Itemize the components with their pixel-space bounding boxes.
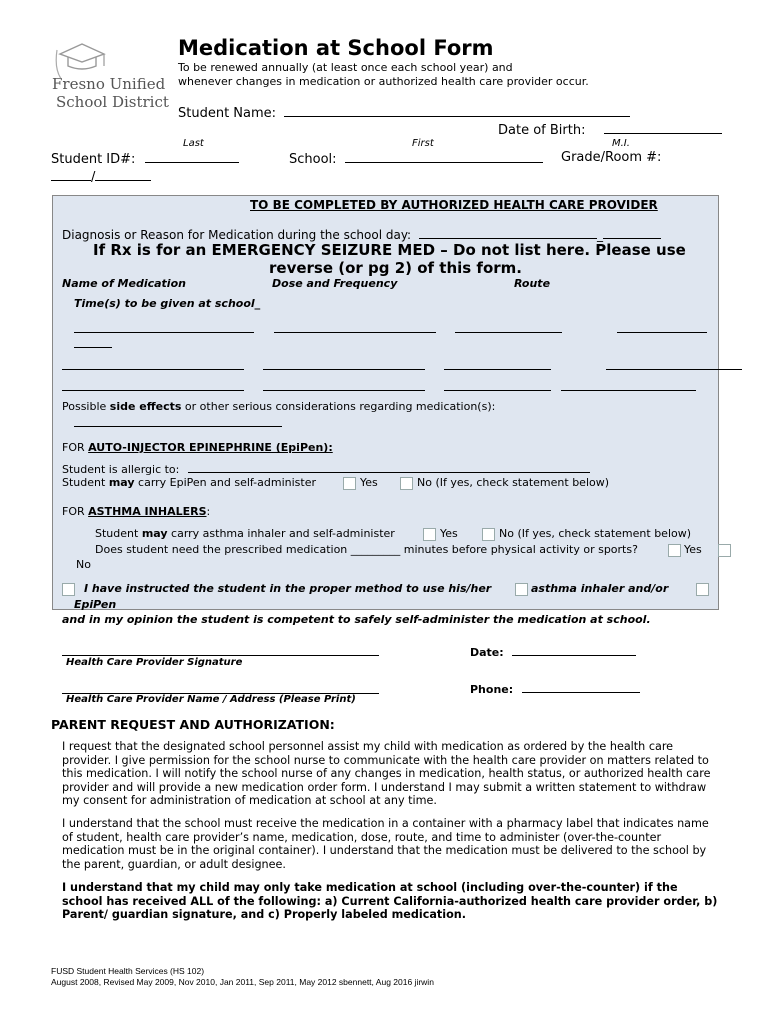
asthma-yes-checkbox[interactable] (423, 528, 436, 541)
provider-name-address-field[interactable] (62, 681, 379, 694)
med-dose-field[interactable] (263, 378, 425, 391)
provider-name-address-label: Health Care Provider Name / Address (Please Print) (66, 694, 356, 705)
subtitle-line2: whenever changes in medication or authorized health care provider occur. (178, 75, 589, 88)
date-label: Date: (470, 643, 636, 659)
allergic-label: Student is allergic to: (62, 460, 590, 476)
asthma-yes-label: Yes (440, 527, 458, 540)
allergic-field[interactable] (188, 460, 590, 473)
student-name-field[interactable] (284, 104, 630, 117)
footer-line1: FUSD Student Health Services (HS 102) (51, 966, 205, 976)
side-effects-label: Possible side effects or other serious considerations regarding medication(s): (62, 400, 496, 413)
epipen-label: EpiPen (74, 598, 117, 611)
competent-statement: and in my opinion the student is competent to safely self-administer the medication at school. (62, 613, 651, 626)
side-effects-field[interactable] (74, 414, 282, 427)
med-route-field[interactable] (455, 320, 562, 333)
med-dose-field[interactable] (274, 320, 436, 333)
med-time-field[interactable] (561, 378, 696, 391)
instructed-label: I have instructed the student in the proper method to use his/her (84, 582, 492, 595)
col-times: Time(s) to be given at school_ (74, 297, 261, 310)
epipen-checkbox[interactable] (696, 583, 709, 596)
asthma-no-label: No (If yes, check statement below) (499, 527, 692, 540)
prescribed-yes-label: Yes (684, 543, 702, 556)
col-dose-frequency: Dose and Frequency (272, 277, 398, 290)
district-logo (44, 40, 169, 115)
seizure-warning-line2: reverse (or pg 2) of this form. (269, 259, 522, 277)
provider-signature-field[interactable] (62, 643, 379, 656)
parent-para-3: I understand that my child may only take medication at school (including over-the-counter) if the school has received ALL of the following: a) Current California-authorized health care provider order, b) Parent/ guardian signature, and c) Properly labeled medication. (62, 881, 718, 921)
med-route-field[interactable] (444, 357, 551, 370)
page-title: Medication at School Form (178, 36, 494, 60)
med-time-field[interactable] (617, 320, 707, 333)
asthma-no-checkbox[interactable] (482, 528, 495, 541)
epipen-yes-label: Yes (360, 476, 378, 489)
school-label: School: (289, 150, 543, 167)
med-time-field[interactable] (606, 357, 742, 370)
first-label: First (412, 138, 434, 149)
epipen-yes-checkbox[interactable] (343, 477, 356, 490)
provider-section-heading: TO BE COMPLETED BY AUTHORIZED HEALTH CARE PROVIDER (250, 198, 658, 212)
mi-label: M.I. (612, 138, 630, 149)
student-id-field[interactable] (145, 150, 239, 163)
graduation-cap-icon (54, 40, 114, 78)
epipen-no-label: No (If yes, check statement below) (417, 476, 610, 489)
parent-para-2: I understand that the school must receive the medication in a container with a pharmacy label that indicates name of student, health care provider’s name, medication, dose, route, and time to administer (over-the-counter medication must be in the original container). I understand that the medication must be delivered to the school by the parent, guardian, or adult designee. (62, 817, 709, 871)
col-route: Route (514, 277, 551, 290)
subtitle-line1: To be renewed annually (at least once each school year) and (178, 61, 513, 74)
footer-line2: August 2008, Revised May 2009, Nov 2010, Jan 2011, Sep 2011, May 2012 sbennett, Aug 2016 jirwin (51, 977, 434, 987)
med-name-field[interactable] (62, 357, 244, 370)
asthma-self-admin-label: Student may carry asthma inhaler and self-administer (95, 527, 395, 540)
dob-field[interactable] (604, 121, 722, 134)
provider-signature-label: Health Care Provider Signature (66, 657, 243, 668)
parent-section-heading: PARENT REQUEST AND AUTHORIZATION: (51, 717, 335, 732)
school-field[interactable] (345, 150, 543, 163)
grade-room-field[interactable]: / (51, 168, 151, 185)
epipen-self-admin-label: Student may carry EpiPen and self-administer (62, 476, 316, 489)
asthma-heading: FOR ASTHMA INHALERS: (62, 505, 211, 518)
med-route-field[interactable] (444, 378, 551, 391)
diagnosis-field[interactable] (419, 226, 597, 239)
grade-label: Grade/Room #: (561, 150, 662, 165)
parent-para-1: I request that the designated school personnel assist my child with medication as ordered by the health care provider. I give permission for the school nurse to communicate with the health care provider on matters related to this medication. I will notify the school nurse of any changes in medication, health status, or authorized health care provider and will provide a new medication order form. I understand I may submit a written statement to withdraw my consent for administration of medication at school at any time. (62, 740, 711, 807)
last-label: Last (183, 138, 204, 149)
epipen-no-checkbox[interactable] (400, 477, 413, 490)
prescribed-before-activity-label: Does student need the prescribed medication _________ minutes before physical activity or sports? (95, 543, 638, 556)
med-name-field[interactable] (62, 378, 244, 391)
epipen-heading: FOR AUTO-INJECTOR EPINEPHRINE (EpiPen): (62, 441, 333, 454)
med-dose-field[interactable] (263, 357, 425, 370)
asthma-inhaler-label: asthma inhaler and/or (531, 582, 669, 595)
logo-line2: School District (56, 93, 169, 111)
dob-label: Date of Birth: (498, 121, 722, 138)
prescribed-no-label: No (76, 558, 91, 571)
date-field[interactable] (512, 643, 636, 656)
instructed-checkbox[interactable] (62, 583, 75, 596)
prescribed-yes-checkbox[interactable] (668, 544, 681, 557)
student-name-label: Student Name: (178, 104, 630, 121)
prescribed-no-checkbox[interactable] (718, 544, 731, 557)
asthma-inhaler-checkbox[interactable] (515, 583, 528, 596)
seizure-warning-line1: If Rx is for an EMERGENCY SEIZURE MED – Do not list here. Please use (93, 241, 686, 259)
med-time-field-cont[interactable] (74, 335, 112, 348)
col-medication-name: Name of Medication (62, 277, 186, 290)
med-name-field[interactable] (74, 320, 254, 333)
student-id-label: Student ID#: (51, 150, 239, 167)
logo-line1: Fresno Unified (52, 75, 166, 93)
diagnosis-label: Diagnosis or Reason for Medication during the school day: _ (62, 226, 661, 242)
phone-field[interactable] (522, 680, 640, 693)
phone-label: Phone: (470, 680, 640, 696)
